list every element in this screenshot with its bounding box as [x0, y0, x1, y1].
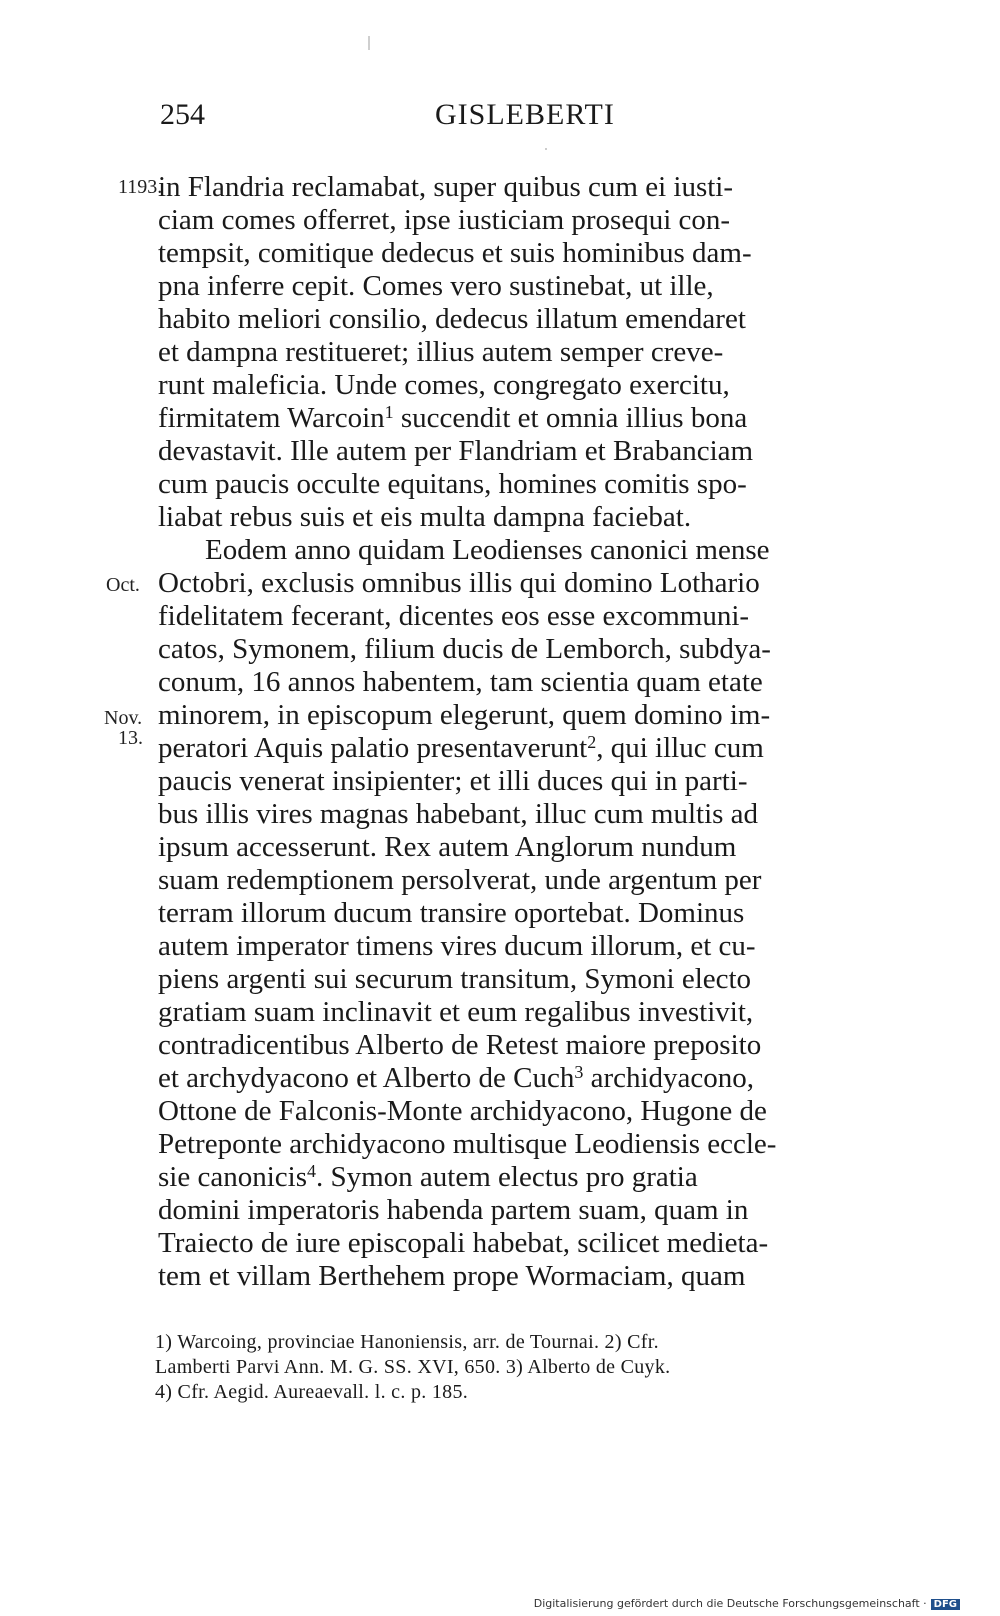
text-segment: succendit et omnia illius bona — [400, 402, 748, 434]
text-line: runt maleficia. Unde comes, congregato exercitu, — [158, 369, 730, 401]
margin-nov-day: 13. — [118, 727, 143, 749]
text-line: suam redemptionem persolverat, unde argentum per — [158, 864, 762, 896]
page-header — [0, 98, 1000, 142]
scan-dot — [545, 148, 547, 150]
text-line — [158, 1160, 908, 1194]
text-line: Octobri, exclusis omnibus illis qui domino Lothario — [158, 567, 760, 599]
text-line: cum paucis occulte equitans, homines comitis spo- — [158, 468, 747, 500]
scan-mark — [368, 36, 370, 50]
footnote-mark: 2 — [587, 732, 597, 752]
text-segment: sie canonicis — [158, 1161, 307, 1193]
text-line: habito meliori consilio, dedecus illatum emendaret — [158, 303, 746, 335]
text-line: tem et villam Berthehem prope Wormaciam, quam — [158, 1260, 746, 1292]
digitization-credit — [534, 1597, 960, 1610]
text-segment: . Symon autem electus pro gratia — [315, 1161, 698, 1193]
footnote-line: 4) Cfr. Aegid. Aureaevall. l. c. p. 185. — [155, 1381, 469, 1403]
text-line: in Flandria reclamabat, super quibus cum ei iusti- — [158, 171, 734, 203]
footnote-mark: 1 — [384, 402, 394, 422]
footnote-line: Lamberti Parvi Ann. M. G. SS. XVI, 650. 3) Alberto de Cuyk. — [155, 1356, 671, 1378]
margin-nov: Nov. — [104, 707, 143, 729]
text-segment: peratori Aquis palatio presentaverunt — [158, 732, 588, 764]
running-title: GISLEBERTI — [435, 98, 615, 131]
text-line: contradicentibus Alberto de Retest maiore preposito — [158, 1029, 762, 1061]
text-line: minorem, in episcopum elegerunt, quem domino im- — [158, 699, 771, 731]
credit-text: Digitalisierung gefördert durch die Deutsche Forschungsgemeinschaft · — [533, 1597, 927, 1610]
text-line: pna inferre cepit. Comes vero sustinebat, ut ille, — [158, 270, 714, 302]
text-line — [158, 1061, 908, 1095]
text-line: et dampna restitueret; illius autem semper creve- — [158, 336, 724, 368]
text-segment: archidyacono, — [583, 1062, 755, 1094]
page-number: 254 — [160, 98, 205, 131]
text-line — [158, 401, 908, 435]
text-line: catos, Symonem, filium ducis de Lemborch, subdya- — [158, 633, 771, 665]
margin-year: 1193. — [118, 176, 163, 198]
text-line: Ottone de Falconis-Monte archidyacono, Hugone de — [158, 1095, 767, 1127]
text-line: Traiecto de iure episcopali habebat, scilicet medieta- — [158, 1227, 769, 1259]
text-line — [158, 731, 908, 765]
text-line: autem imperator timens vires ducum illorum, et cu- — [158, 930, 756, 962]
dfg-logo: DFG — [931, 1599, 960, 1610]
text-line: fidelitatem fecerant, dicentes eos esse excommuni- — [158, 600, 750, 632]
footnotes — [155, 1330, 915, 1405]
text-line: Petreponte archidyacono multisque Leodiensis eccle- — [158, 1128, 777, 1160]
text-line: ipsum accesserunt. Rex autem Anglorum nundum — [158, 831, 737, 863]
text-line: tempsit, comitique dedecus et suis hominibus dam- — [158, 237, 752, 269]
text-line: conum, 16 annos habentem, tam scientia quam etate — [158, 666, 763, 698]
footnote-line: 1) Warcoing, provinciae Hanoniensis, arr. de Tournai. 2) Cfr. — [155, 1331, 659, 1353]
text-line: piens argenti sui securum transitum, Symoni electo — [158, 963, 752, 995]
text-line: terram illorum ducum transire oportebat. Dominus — [158, 897, 745, 929]
footnote-mark: 3 — [574, 1062, 584, 1082]
text-line: domini imperatoris habenda partem suam, quam in — [158, 1194, 749, 1226]
text-segment: et archydyacono et Alberto de Cuch — [158, 1062, 575, 1094]
text-line: gratiam suam inclinavit et eum regalibus investivit, — [158, 996, 754, 1028]
text-segment: firmitatem Warcoin — [158, 402, 385, 434]
footnote-mark: 4 — [306, 1161, 316, 1181]
text-line: liabat rebus suis et eis multa dampna faciebat. — [158, 501, 692, 533]
text-line: bus illis vires magnas habebant, illuc cum multis ad — [158, 798, 759, 830]
text-line: Eodem anno quidam Leodienses canonici mense — [205, 534, 770, 566]
text-segment: , qui illuc cum — [596, 732, 764, 764]
margin-oct: Oct. — [106, 574, 140, 596]
text-line: paucis venerat insipienter; et illi duces qui in parti- — [158, 765, 748, 797]
text-line: ciam comes offerret, ipse iusticiam prosequi con- — [158, 204, 731, 236]
text-line: devastavit. Ille autem per Flandriam et Brabanciam — [158, 435, 754, 467]
